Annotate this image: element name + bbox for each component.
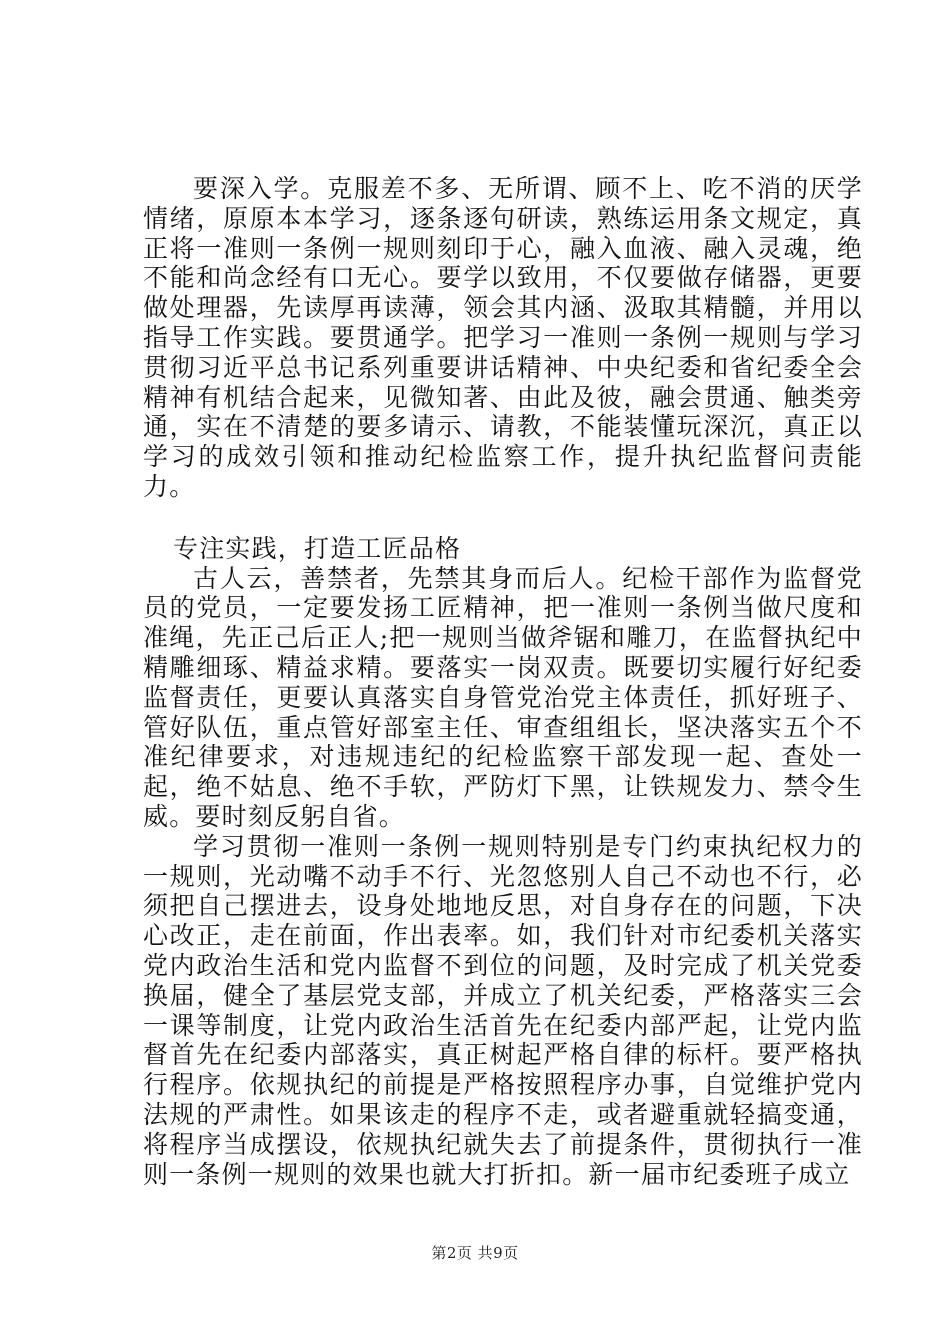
paragraph-study-deeply: 要深入学。克服差不多、无所谓、顾不上、吃不消的厌学情绪，原原本本学习，逐条逐句研读，熟练运用条文规定，真正将一准则一条例一规则刻印于心，融入血液、融入灵魂，绝不能和尚念经有口无心。要学以致用，不仅要做存储器，更要做处理器，先读厚再读薄，领会其内涵、汲取其精髓，并用以指导工作实践。要贯通学。把学习一准则一条例一规则与学习贯彻习近平总书记系列重要讲话精神、中央纪委和省纪委全会精神有机结合起来，见微知著、由此及彼，融会贯通、触类旁通，实在不清楚的要多请示、请教，不能装懂玩深沉，真正以学习的成效引领和推动纪检监察工作，提升执纪监督问责能力。 [143, 174, 863, 501]
page-number-footer: 第2页 共9页 [431, 1244, 519, 1262]
paragraph-self-reflection: 学习贯彻一准则一条例一规则特别是专门约束执纪权力的一规则，光动嘴不动手不行、光忽悠别人自己不动也不行，必须把自己摆进去，设身处地地反思，对自身存在的问题，下决心改正，走在前面，作出表率。如，我们针对市纪委机关落实党内政治生活和党内监督不到位的问题，及时完成了机关党委换届，健全了基层党支部，并成立了机关纪委，严格落实三会一课等制度，让党内政治生活首先在纪委内部严起，让党内监督首先在纪委内部落实，真正树起严格自律的标杆。要严格执行程序。依规执纪的前提是严格按照程序办事，自觉维护党内法规的严肃性。如果该走的程序不走，或者避重就轻搞变通，将程序当成摆设，依规执纪就失去了前提条件，贯彻执行一准则一条例一规则的效果也就大打折扣。新一届市纪委班子成立 [143, 831, 863, 1189]
paragraph-craftsman: 古人云，善禁者，先禁其身而后人。纪检干部作为监督党员的党员，一定要发扬工匠精神，把一准则一条例当做尺度和准绳，先正己后正人;把一规则当做斧锯和雕刀，在监督执纪中精雕细琢、精益求精。要落实一岗双责。既要切实履行好纪委监督责任，更要认真落实自身管党治党主体责任，抓好班子、管好队伍，重点管好部室主任、审查组组长，坚决落实五个不准纪律要求，对违规违纪的纪检监察干部发现一起、查处一起，绝不姑息、绝不手软，严防灯下黑，让铁规发力、禁令生威。要时刻反躬自省。 [143, 563, 863, 831]
section-heading: 专注实践，打造工匠品格 [173, 533, 462, 563]
document-body [143, 174, 863, 1189]
